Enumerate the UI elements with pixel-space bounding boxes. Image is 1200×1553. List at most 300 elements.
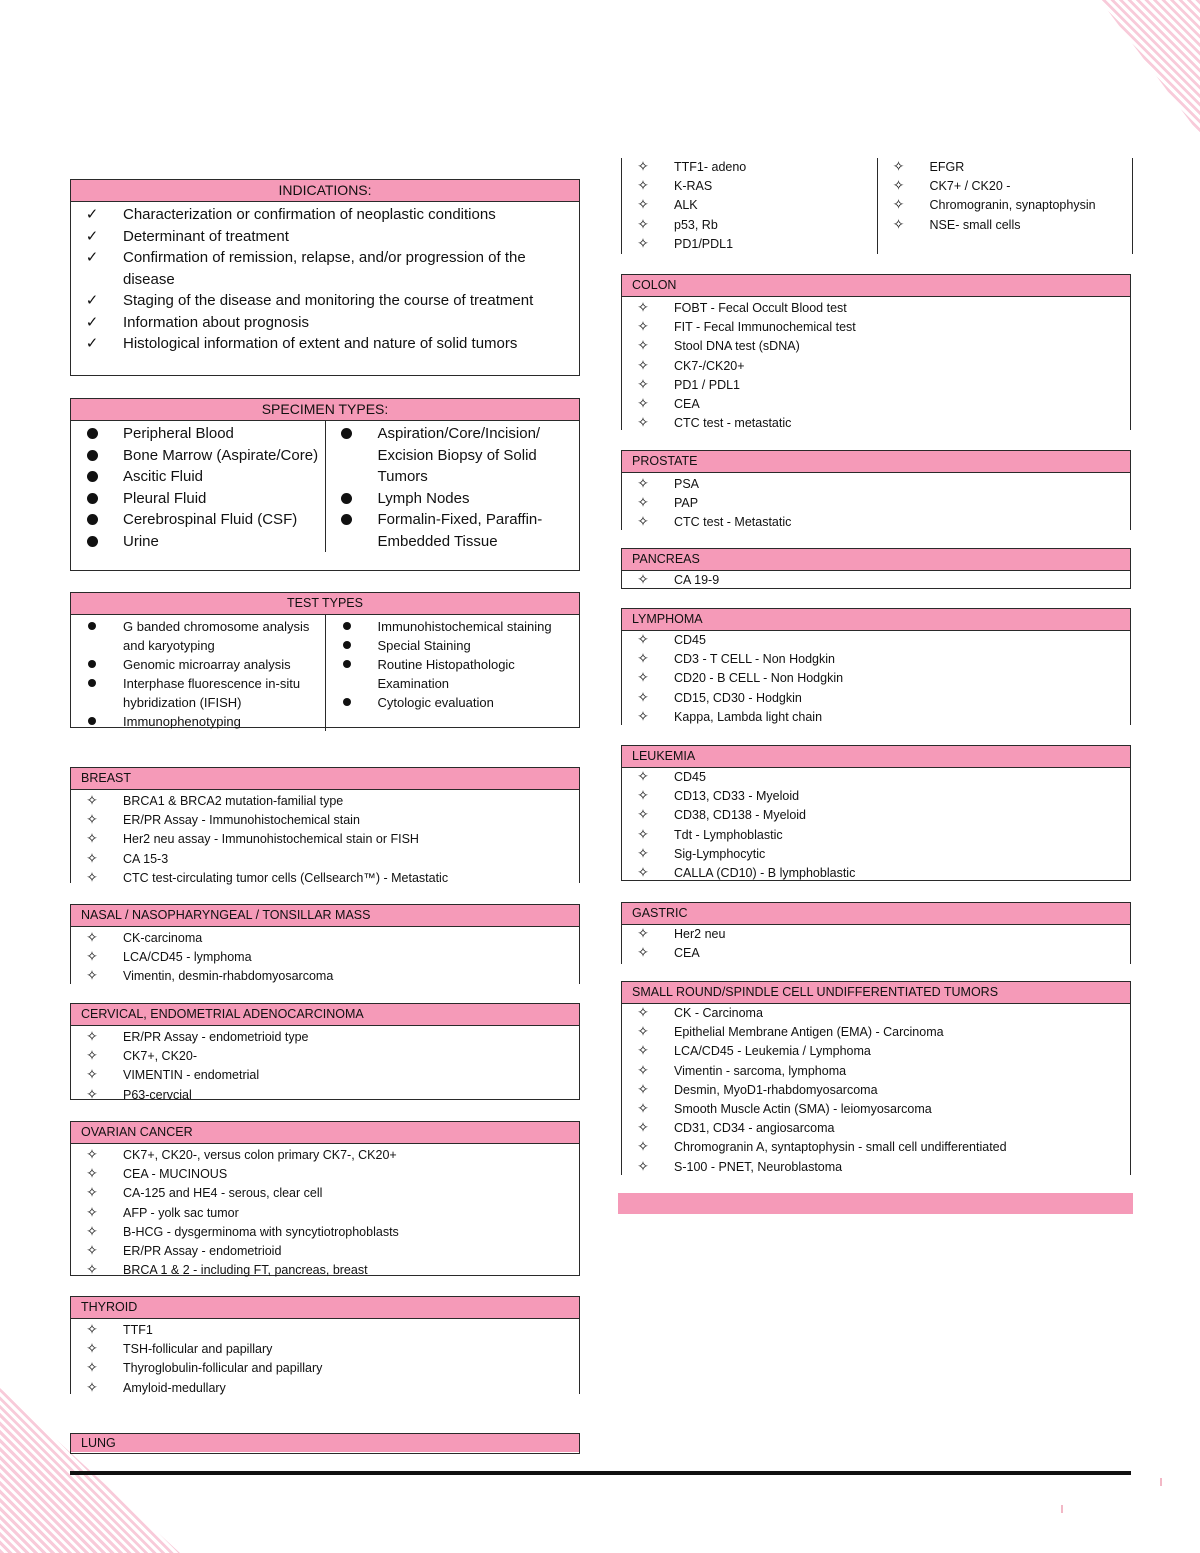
diamond-star-icon: ✧ <box>637 319 649 336</box>
list-item-text: Genomic microarray analysis <box>123 657 291 672</box>
list-item-text: CTC test - metastatic <box>674 416 792 431</box>
list-item <box>326 488 580 510</box>
cervical-list <box>71 1026 579 1105</box>
list-item-text: Urine <box>123 532 159 550</box>
diamond-star-icon: ✧ <box>86 1147 98 1163</box>
list-item-text: CK - Carcinoma <box>674 1006 763 1020</box>
diamond-star-icon: ✧ <box>637 1158 649 1175</box>
list-item-text: CD31, CD34 - angiosarcoma <box>674 1121 835 1136</box>
list-item <box>878 216 1133 235</box>
deco-tick <box>1061 1505 1063 1513</box>
list-item-text: Thyroglobulin-follicular and papillary <box>123 1361 323 1376</box>
list-item <box>71 850 579 869</box>
checkmark-icon: ✓ <box>85 205 99 223</box>
list-item-text: Special Staining <box>377 638 471 653</box>
list-item <box>71 1223 579 1242</box>
deco-tick <box>1160 1478 1162 1486</box>
diamond-star-icon: ✧ <box>86 850 98 867</box>
list-item <box>622 944 1130 963</box>
lung-continuation <box>621 158 1133 254</box>
list-item <box>71 1242 579 1261</box>
diamond-star-icon: ✧ <box>86 1262 98 1279</box>
diamond-star-icon: ✧ <box>637 376 649 393</box>
bullet-dot-icon <box>83 445 101 468</box>
list-item <box>71 290 579 312</box>
diamond-star-icon: ✧ <box>637 670 649 687</box>
list-item <box>622 196 877 215</box>
bullet-dot-icon <box>338 693 356 712</box>
diamond-star-icon: ✧ <box>637 769 649 785</box>
list-item <box>71 1379 579 1398</box>
diamond-star-icon: ✧ <box>86 812 98 829</box>
bullet-dot-icon <box>83 531 101 554</box>
list-item <box>622 513 1130 532</box>
list-item-text: CD20 - B CELL - Non Hodgkin <box>674 671 844 686</box>
diamond-star-icon: ✧ <box>86 1086 98 1103</box>
list-item-text: Her2 neu assay - Immunohistochemical stain or FISH <box>123 832 419 847</box>
list-item-text: PAP <box>674 496 699 511</box>
list-item <box>71 488 325 510</box>
list-item <box>622 1042 1130 1061</box>
test-types-right-list <box>326 615 580 712</box>
test-types-title: TEST TYPES <box>71 593 579 615</box>
pancreas-title: PANCREAS <box>622 549 1130 571</box>
breast-list <box>71 790 579 888</box>
indications-box <box>70 179 580 376</box>
lymphoma-list <box>622 631 1130 727</box>
small-round-title: SMALL ROUND/SPINDLE CELL UNDIFFERENTIATED TUMORS <box>622 982 1130 1004</box>
diamond-star-icon: ✧ <box>637 415 649 432</box>
leukemia-box <box>621 745 1131 881</box>
small-round-list <box>622 1004 1130 1177</box>
list-item <box>622 708 1130 727</box>
diamond-star-icon: ✧ <box>86 1341 98 1358</box>
list-item-text: CALLA (CD10) - B lymphoblastic <box>674 866 856 881</box>
lung-box <box>70 1433 580 1454</box>
corner-pattern-top-right <box>1050 0 1200 135</box>
test-types-box <box>70 592 580 728</box>
list-item <box>622 826 1130 845</box>
list-item <box>622 1158 1130 1177</box>
diamond-star-icon: ✧ <box>637 708 649 725</box>
list-item-text: B-HCG - dysgerminoma with syncytiotrophoblasts <box>123 1224 399 1239</box>
diamond-star-icon: ✧ <box>637 689 649 706</box>
list-item-text: FIT - Fecal Immunochemical test <box>674 320 856 335</box>
list-item <box>622 494 1130 513</box>
prostate-title: PROSTATE <box>622 451 1130 473</box>
list-item <box>622 414 1130 433</box>
list-item <box>71 333 579 355</box>
diamond-star-icon: ✧ <box>86 1243 98 1260</box>
specimen-types-right-list <box>326 421 580 552</box>
bullet-dot-icon <box>338 423 356 446</box>
diamond-star-icon: ✧ <box>892 178 905 195</box>
list-item-text: CA 19-9 <box>674 573 720 587</box>
diamond-star-icon: ✧ <box>637 865 649 882</box>
diamond-star-icon: ✧ <box>637 807 649 824</box>
diamond-star-icon: ✧ <box>637 396 649 413</box>
diamond-star-icon: ✧ <box>892 159 905 175</box>
list-item <box>622 571 1130 590</box>
list-item-text: p53, Rb <box>674 217 718 232</box>
specimen-types-box <box>70 398 580 571</box>
list-item-text: CD45 <box>674 770 706 784</box>
list-item <box>622 806 1130 825</box>
nasal-title: NASAL / NASOPHARYNGEAL / TONSILLAR MASS <box>71 905 579 927</box>
list-item-text: Stool DNA test (sDNA) <box>674 339 800 354</box>
list-item <box>71 226 579 248</box>
thyroid-box <box>70 1296 580 1394</box>
list-item <box>622 1081 1130 1100</box>
pancreas-list <box>622 571 1130 590</box>
list-item <box>326 509 580 552</box>
list-item-text: Cerebrospinal Fluid (CSF) <box>123 511 298 528</box>
list-item-text: Formalin-Fixed, Paraffin-Embedded Tissue <box>377 511 543 550</box>
indications-title: INDICATIONS: <box>71 180 579 202</box>
list-item-text: AFP - yolk sac tumor <box>123 1205 239 1220</box>
list-item-text: Desmin, MyoD1-rhabdomyosarcoma <box>674 1082 878 1097</box>
list-item <box>622 1023 1130 1042</box>
list-item <box>622 669 1130 688</box>
list-item <box>622 1138 1130 1157</box>
list-item <box>878 158 1133 177</box>
list-item-text: LCA/CD45 - Leukemia / Lymphoma <box>674 1044 871 1059</box>
diamond-star-icon: ✧ <box>637 216 649 233</box>
list-item <box>71 811 579 830</box>
list-item <box>71 830 579 849</box>
list-item-text: TTF1- adeno <box>674 160 747 174</box>
list-item-text: Kappa, Lambda light chain <box>674 709 823 724</box>
bullet-dot-icon <box>338 617 356 636</box>
lung-left-list <box>622 158 877 254</box>
list-item <box>622 1100 1130 1119</box>
diamond-star-icon: ✧ <box>637 197 649 214</box>
list-item-text: CD3 - T CELL - Non Hodgkin <box>674 652 835 667</box>
diamond-star-icon: ✧ <box>637 159 649 175</box>
diamond-star-icon: ✧ <box>86 949 98 966</box>
list-item <box>71 1261 579 1280</box>
breast-box <box>70 767 580 886</box>
list-item-text: CD13, CD33 - Myeloid <box>674 789 800 804</box>
list-item-text: Determinant of treatment <box>123 227 289 245</box>
bullet-dot-icon <box>338 509 356 532</box>
list-item-text: ALK <box>674 198 698 213</box>
prostate-list <box>622 473 1130 533</box>
list-item-text: CD15, CD30 - Hodgkin <box>674 690 802 705</box>
diamond-star-icon: ✧ <box>637 495 649 512</box>
list-item-text: CD38, CD138 - Myeloid <box>674 808 806 823</box>
list-item-text: EFGR <box>929 160 965 174</box>
list-item-text: CEA <box>674 946 700 961</box>
diamond-star-icon: ✧ <box>637 1024 649 1041</box>
list-item <box>71 1086 579 1105</box>
list-item <box>71 247 579 290</box>
list-item-text: Amyloid-medullary <box>123 1380 226 1395</box>
bullet-dot-icon <box>83 674 101 693</box>
list-item-text: Peripheral Blood <box>123 425 234 442</box>
pancreas-box <box>621 548 1131 589</box>
list-item <box>71 1047 579 1066</box>
list-item-text: P63-cervcial <box>123 1087 192 1102</box>
diamond-star-icon: ✧ <box>637 300 649 316</box>
cervical-box <box>70 1003 580 1103</box>
diamond-star-icon: ✧ <box>86 968 98 985</box>
ovarian-box <box>70 1121 580 1279</box>
list-item <box>622 845 1130 864</box>
list-item <box>71 929 579 948</box>
list-item <box>71 1165 579 1184</box>
list-item-text: Her2 neu <box>674 927 726 941</box>
thyroid-list <box>71 1319 579 1398</box>
checkmark-icon: ✓ <box>85 226 99 245</box>
list-item <box>878 177 1133 196</box>
list-item <box>326 636 580 655</box>
list-item <box>326 617 580 636</box>
list-item-text: Chromogranin, synaptophysin <box>929 198 1096 213</box>
list-item <box>622 925 1130 944</box>
list-item <box>622 299 1130 318</box>
list-item <box>71 423 325 445</box>
diamond-star-icon: ✧ <box>637 235 649 252</box>
diamond-star-icon: ✧ <box>637 1081 649 1098</box>
list-item-text: Information about prognosis <box>123 313 309 331</box>
list-item <box>71 792 579 811</box>
list-item <box>71 466 325 488</box>
list-item-text: Interphase fluorescence in-situ hybridization (IFISH) <box>123 676 301 710</box>
diamond-star-icon: ✧ <box>637 826 649 843</box>
diamond-star-icon: ✧ <box>637 338 649 355</box>
list-item <box>878 196 1133 215</box>
list-item-text: CD45 <box>674 633 706 647</box>
list-item-text: Vimentin - sarcoma, lymphoma <box>674 1063 847 1078</box>
checkmark-icon: ✓ <box>85 291 99 309</box>
diamond-star-icon: ✧ <box>637 788 649 805</box>
list-item-text: CK-carcinoma <box>123 931 203 945</box>
diamond-star-icon: ✧ <box>637 1101 649 1118</box>
list-item-text: PSA <box>674 477 700 491</box>
diamond-star-icon: ✧ <box>637 1005 649 1021</box>
diamond-star-icon: ✧ <box>637 845 649 862</box>
list-item <box>71 674 325 712</box>
list-item-text: Cytologic evaluation <box>377 695 494 710</box>
list-item-text: Smooth Muscle Actin (SMA) - leiomyosarcoma <box>674 1102 932 1117</box>
diamond-star-icon: ✧ <box>637 476 649 492</box>
diamond-star-icon: ✧ <box>637 357 649 374</box>
list-item-text: CEA - MUCINOUS <box>123 1167 228 1182</box>
diamond-star-icon: ✧ <box>86 1204 98 1221</box>
list-item <box>622 337 1130 356</box>
lung-right-list <box>878 158 1133 235</box>
gastric-title: GASTRIC <box>622 903 1130 925</box>
gastric-list <box>622 925 1130 963</box>
list-item <box>622 158 877 177</box>
list-item <box>71 445 325 467</box>
list-item-text: CA 15-3 <box>123 851 169 866</box>
diamond-star-icon: ✧ <box>637 926 649 942</box>
lung-title: LUNG <box>71 1434 579 1452</box>
ovarian-title: OVARIAN CANCER <box>71 1122 579 1144</box>
list-item-text: Ascitic Fluid <box>123 468 204 485</box>
list-item <box>622 631 1130 650</box>
list-item-text: Routine Histopathologic Examination <box>377 657 515 691</box>
indications-list <box>71 202 579 355</box>
thyroid-title: THYROID <box>71 1297 579 1319</box>
ovarian-list <box>71 1144 579 1280</box>
list-item <box>326 693 580 712</box>
list-item-text: CK7+ / CK20 - <box>929 179 1011 194</box>
list-item-text: Characterization or confirmation of neoplastic conditions <box>123 206 496 223</box>
list-item <box>326 423 580 488</box>
list-item-text: PD1/PDL1 <box>674 236 734 251</box>
list-item-text: ER/PR Assay - endometrioid <box>123 1244 282 1259</box>
diamond-star-icon: ✧ <box>86 1223 98 1240</box>
diamond-star-icon: ✧ <box>637 632 649 648</box>
list-item <box>622 1004 1130 1023</box>
diamond-star-icon: ✧ <box>637 178 649 195</box>
list-item <box>71 204 579 226</box>
colon-box <box>621 274 1131 430</box>
leukemia-title: LEUKEMIA <box>622 746 1130 768</box>
cervical-title: CERVICAL, ENDOMETRIAL ADENOCARCINOMA <box>71 1004 579 1026</box>
bullet-dot-icon <box>83 655 101 674</box>
list-item-text: S-100 - PNET, Neuroblastoma <box>674 1159 843 1174</box>
footer-rule <box>70 1471 1131 1475</box>
list-item-text: CTC test - Metastatic <box>674 515 792 530</box>
list-item-text: Immunophenotyping <box>123 714 241 729</box>
diamond-star-icon: ✧ <box>86 930 98 946</box>
diamond-star-icon: ✧ <box>86 869 98 886</box>
list-item <box>622 787 1130 806</box>
list-item <box>71 1340 579 1359</box>
list-item-text: Sig-Lymphocytic <box>674 846 766 861</box>
list-item-text: Aspiration/Core/Incision/ Excision Biopsy of Solid Tumors <box>377 425 541 485</box>
colon-title: COLON <box>622 275 1130 297</box>
list-item-text: Epithelial Membrane Antigen (EMA) - Carcinoma <box>674 1025 944 1040</box>
checkmark-icon: ✓ <box>85 334 99 352</box>
list-item-text: CEA <box>674 397 700 412</box>
list-item-text: Vimentin, desmin-rhabdomyosarcoma <box>123 969 334 984</box>
list-item <box>71 1146 579 1165</box>
list-item <box>71 531 325 553</box>
list-item <box>71 1204 579 1223</box>
diamond-star-icon: ✧ <box>892 197 905 214</box>
list-item-text: Pleural Fluid <box>123 489 207 507</box>
diamond-star-icon: ✧ <box>86 1166 98 1183</box>
bullet-dot-icon <box>83 423 101 446</box>
list-item-text: CA-125 and HE4 - serous, clear cell <box>123 1186 323 1201</box>
list-item <box>622 1062 1130 1081</box>
diamond-star-icon: ✧ <box>86 1360 98 1377</box>
list-item <box>71 967 579 986</box>
diamond-star-icon: ✧ <box>637 651 649 668</box>
bullet-dot-icon <box>83 466 101 489</box>
list-item-text: CK7+, CK20-, versus colon primary CK7-, CK20+ <box>123 1148 397 1162</box>
list-item <box>71 1321 579 1340</box>
lymphoma-box <box>621 608 1131 725</box>
list-item <box>71 869 579 888</box>
bullet-dot-icon <box>83 617 101 636</box>
list-item-text: BRCA1 & BRCA2 mutation-familial type <box>123 794 344 808</box>
list-item-text: TSH-follicular and papillary <box>123 1342 273 1357</box>
nasal-list <box>71 927 579 987</box>
list-item-text: CK7+, CK20- <box>123 1049 197 1064</box>
colon-list <box>622 297 1130 433</box>
list-item <box>622 475 1130 494</box>
list-item-text: PD1 / PDL1 <box>674 377 741 392</box>
diamond-star-icon: ✧ <box>637 514 649 531</box>
list-item <box>622 376 1130 395</box>
list-item <box>622 650 1130 669</box>
list-item-text: Bone Marrow (Aspirate/Core) <box>123 446 319 464</box>
list-item-text: ER/PR Assay - Immunohistochemical stain <box>123 813 360 828</box>
list-item <box>622 864 1130 883</box>
empty-pink-bar <box>618 1193 1133 1214</box>
bullet-dot-icon <box>83 712 101 731</box>
list-item-text: Lymph Nodes <box>377 489 470 507</box>
diamond-star-icon: ✧ <box>86 1322 98 1338</box>
bullet-dot-icon <box>83 488 101 511</box>
diamond-star-icon: ✧ <box>637 1062 649 1079</box>
list-item <box>71 655 325 674</box>
checkmark-icon: ✓ <box>85 312 99 331</box>
diamond-star-icon: ✧ <box>86 1379 98 1396</box>
list-item <box>622 689 1130 708</box>
diamond-star-icon: ✧ <box>892 216 905 233</box>
list-item-text: Histological information of extent and nature of solid tumors <box>123 335 518 352</box>
list-item <box>71 1359 579 1378</box>
checkmark-icon: ✓ <box>85 248 99 266</box>
list-item <box>622 357 1130 376</box>
list-item-text: G banded chromosome analysis and karyotyping <box>123 619 310 653</box>
specimen-types-left-list <box>71 421 325 552</box>
list-item-text: BRCA 1 & 2 - including FT, pancreas, breast <box>123 1263 368 1278</box>
list-item <box>71 712 325 731</box>
list-item <box>622 768 1130 787</box>
diamond-star-icon: ✧ <box>86 1185 98 1202</box>
bullet-dot-icon <box>338 636 356 655</box>
list-item-text: Tdt - Lymphoblastic <box>674 827 783 842</box>
list-item-text: Staging of the disease and monitoring the course of treatment <box>123 292 534 309</box>
list-item-text: Chromogranin A, syntaptophysin - small cell undifferentiated <box>674 1140 1007 1155</box>
list-item-text: NSE- small cells <box>929 217 1021 232</box>
list-item <box>71 1066 579 1085</box>
small-round-box <box>621 981 1131 1175</box>
diamond-star-icon: ✧ <box>637 1043 649 1060</box>
list-item <box>622 1119 1130 1138</box>
diamond-star-icon: ✧ <box>86 1029 98 1045</box>
leukemia-list <box>622 768 1130 883</box>
list-item <box>71 1184 579 1203</box>
diamond-star-icon: ✧ <box>637 945 649 962</box>
diamond-star-icon: ✧ <box>637 1120 649 1137</box>
list-item-text: Immunohistochemical staining <box>377 619 552 634</box>
list-item-text: ER/PR Assay - endometrioid type <box>123 1030 309 1044</box>
breast-title: BREAST <box>71 768 579 790</box>
list-item-text: FOBT - Fecal Occult Blood test <box>674 301 847 315</box>
diamond-star-icon: ✧ <box>86 793 98 809</box>
diamond-star-icon: ✧ <box>86 831 98 848</box>
list-item <box>71 617 325 655</box>
lymphoma-title: LYMPHOMA <box>622 609 1130 631</box>
list-item <box>622 216 877 235</box>
diamond-star-icon: ✧ <box>637 572 649 588</box>
list-item <box>326 655 580 693</box>
list-item-text: VIMENTIN - endometrial <box>123 1068 260 1083</box>
diamond-star-icon: ✧ <box>86 1048 98 1065</box>
test-types-left-list <box>71 615 325 731</box>
diamond-star-icon: ✧ <box>86 1067 98 1084</box>
list-item-text: CTC test-circulating tumor cells (Cellsearch™) - Metastatic <box>123 870 449 885</box>
